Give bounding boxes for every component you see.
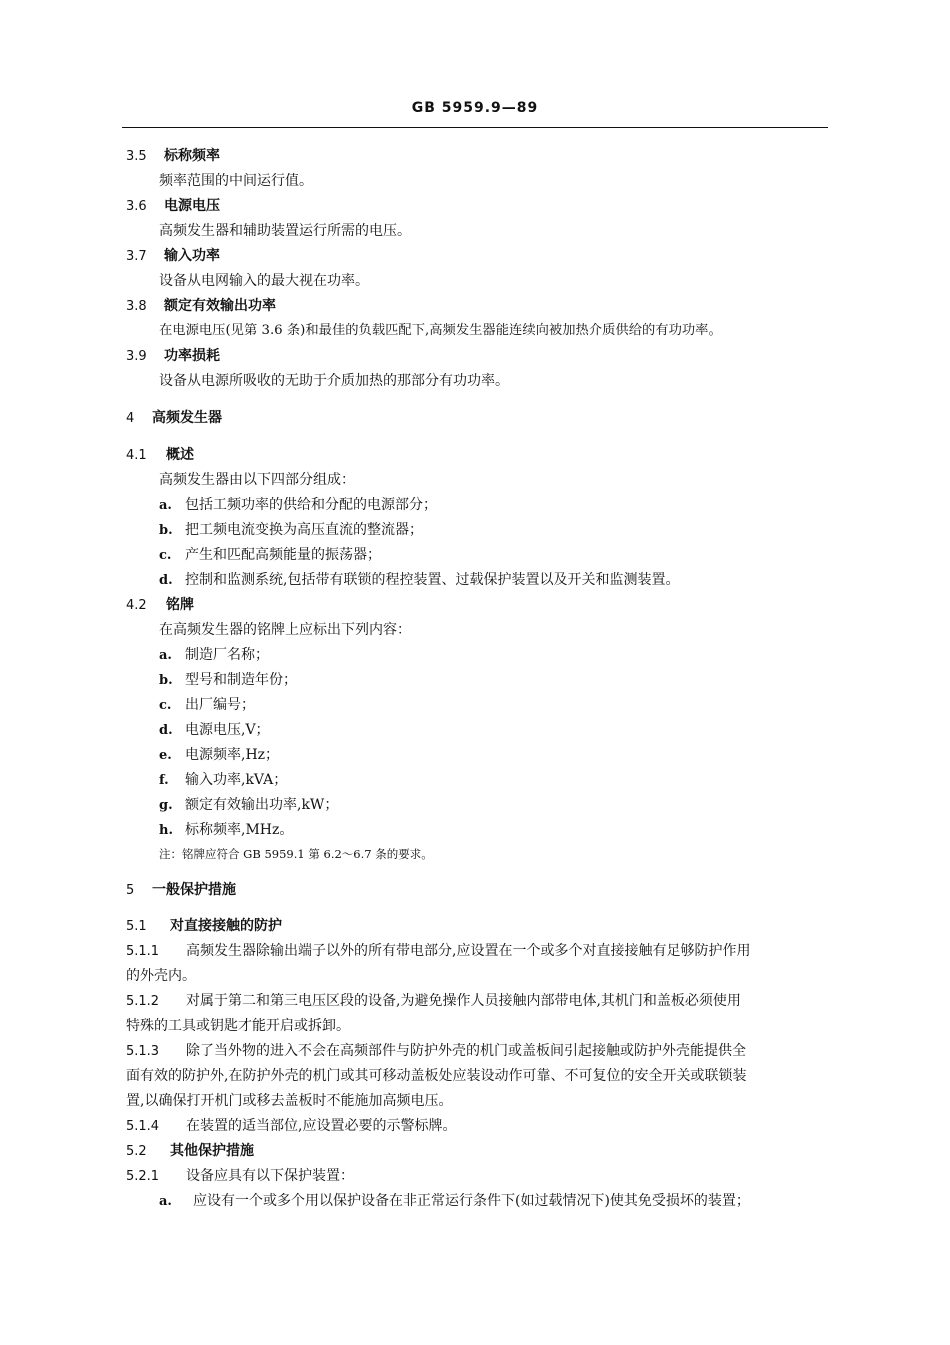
section-3-9-heading [126, 346, 220, 367]
list-item [159, 545, 381, 566]
section-4-1-heading [126, 445, 194, 466]
list-item [159, 645, 269, 666]
section-title: 一般保护措施 [152, 882, 236, 898]
item-text: 额定有效输出功率,kW； [185, 797, 339, 813]
clause-number: 5.1.1 [126, 944, 160, 959]
section-5-1-heading [126, 916, 282, 937]
section-3-8-heading [126, 296, 276, 317]
item-letter: b. [159, 673, 173, 688]
section-number: 5.2 [126, 1144, 147, 1159]
section-4-2-heading [126, 595, 194, 616]
clause-5-1-3-cont: 置,以确保打开机门或移去盖板时不能施加高频电压。 [126, 1093, 453, 1109]
item-text: 标称频率,MHz。 [185, 822, 294, 838]
section-5-2-heading [126, 1141, 254, 1162]
item-letter: g. [159, 798, 173, 813]
item-letter: h. [159, 823, 173, 838]
section-number: 3.8 [126, 299, 147, 314]
item-text: 制造厂名称； [185, 647, 269, 663]
section-number: 4 [126, 411, 135, 426]
list-item [159, 695, 255, 716]
section-4-2-intro: 在高频发生器的铭牌上应标出下列内容： [159, 622, 411, 638]
section-number: 3.7 [126, 249, 147, 264]
item-letter: c. [159, 698, 172, 713]
section-3-5-text: 频率范围的中间运行值。 [159, 173, 313, 189]
section-title: 对直接接触的防护 [170, 918, 282, 934]
section-3-7-text: 设备从电网输入的最大视在功率。 [159, 273, 369, 289]
section-3-6-text: 高频发生器和辅助装置运行所需的电压。 [159, 223, 411, 239]
section-4-1-intro: 高频发生器由以下四部分组成： [159, 472, 355, 488]
section-title: 概述 [166, 447, 194, 463]
list-item [159, 1191, 750, 1212]
item-letter: e. [159, 748, 172, 763]
list-item [159, 670, 297, 691]
item-text: 产生和匹配高频能量的振荡器； [185, 547, 381, 563]
list-item [159, 520, 423, 541]
clause-5-1-3-cont: 面有效的防护外,在防护外壳的机门或其可移动盖板处应装设动作可靠、不可复位的安全开关或联锁装 [126, 1068, 747, 1084]
clause-number: 5.1.3 [126, 1044, 160, 1059]
section-number: 5 [126, 883, 135, 898]
clause-text: 设备应具有以下保护装置： [186, 1168, 354, 1184]
section-3-6-heading [126, 196, 220, 217]
section-title: 铭牌 [166, 597, 194, 613]
section-3-8-text: 在电源电压(见第 3.6 条)和最佳的负载匹配下,高频发生器能连续向被加热介质供给的有功功率。 [159, 323, 722, 338]
clause-text: 高频发生器除输出端子以外的所有带电部分,应设置在一个或多个对直接接触有足够防护作用 [186, 943, 751, 959]
clause-text: 对属于第二和第三电压区段的设备,为避免操作人员接触内部带电体,其机门和盖板必须使用 [186, 993, 741, 1009]
section-3-5-heading [126, 146, 220, 167]
item-letter: f. [159, 773, 169, 788]
clause-5-2-1-line [126, 1166, 354, 1187]
list-item [159, 570, 679, 591]
clause-5-1-2-line [126, 991, 741, 1012]
item-text: 应设有一个或多个用以保护设备在非正常运行条件下(如过载情况下)使其免受损坏的装置； [193, 1193, 750, 1209]
item-text: 电源频率,Hz； [185, 747, 280, 763]
standard-code-header: GB 5959.9—89 [411, 100, 539, 116]
item-text: 型号和制造年份； [185, 672, 297, 688]
clause-number: 5.2.1 [126, 1169, 160, 1184]
section-title: 高频发生器 [152, 410, 222, 426]
clause-5-1-2-cont: 特殊的工具或钥匙才能开启或拆卸。 [126, 1018, 350, 1034]
clause-5-1-1-line [126, 941, 750, 962]
section-number: 3.9 [126, 349, 147, 364]
section-number: 4.2 [126, 598, 147, 613]
item-letter: a. [159, 648, 172, 663]
list-item [159, 820, 293, 841]
section-number: 3.5 [126, 149, 147, 164]
item-text: 输入功率,kVA； [185, 772, 288, 788]
list-item [159, 745, 279, 766]
section-number: 4.1 [126, 448, 147, 463]
list-item [159, 770, 287, 791]
clause-text: 除了当外物的进入不会在高频部件与防护外壳的机门或盖板间引起接触或防护外壳能提供全 [186, 1043, 746, 1059]
section-5-heading [126, 880, 236, 901]
item-letter: c. [159, 548, 172, 563]
list-item [159, 795, 338, 816]
item-text: 电源电压,V； [185, 722, 270, 738]
clause-5-1-4-line [126, 1116, 456, 1137]
item-letter: d. [159, 573, 173, 588]
section-title: 输入功率 [164, 248, 220, 264]
section-number: 5.1 [126, 919, 147, 934]
section-title: 其他保护措施 [170, 1143, 254, 1159]
nameplate-note: 注：铭牌应符合 GB 5959.1 第 6.2～6.7 条的要求。 [159, 847, 433, 861]
item-letter: b. [159, 523, 173, 538]
item-letter: d. [159, 723, 173, 738]
section-title: 电源电压 [164, 198, 220, 214]
clause-number: 5.1.2 [126, 994, 160, 1009]
clause-number: 5.1.4 [126, 1119, 160, 1134]
item-letter: a. [159, 1194, 172, 1209]
item-text: 出厂编号； [185, 697, 255, 713]
item-letter: a. [159, 498, 172, 513]
list-item [159, 495, 437, 516]
clause-5-1-1-cont: 的外壳内。 [126, 968, 196, 984]
header-rule [122, 127, 828, 128]
section-title: 功率损耗 [164, 348, 220, 364]
item-text: 包括工频功率的供给和分配的电源部分； [185, 497, 437, 513]
clause-5-1-3-line [126, 1041, 746, 1062]
list-item [159, 720, 270, 741]
section-3-9-text: 设备从电源所吸收的无助于介质加热的那部分有功功率。 [159, 373, 509, 389]
section-number: 3.6 [126, 199, 147, 214]
item-text: 控制和监测系统,包括带有联锁的程控装置、过载保护装置以及开关和监测装置。 [185, 572, 680, 588]
item-text: 把工频电流变换为高压直流的整流器； [185, 522, 423, 538]
clause-text: 在装置的适当部位,应设置必要的示警标牌。 [186, 1118, 457, 1134]
section-title: 标称频率 [164, 148, 220, 164]
section-4-heading [126, 408, 222, 429]
section-title: 额定有效输出功率 [164, 298, 276, 314]
section-3-7-heading [126, 246, 220, 267]
